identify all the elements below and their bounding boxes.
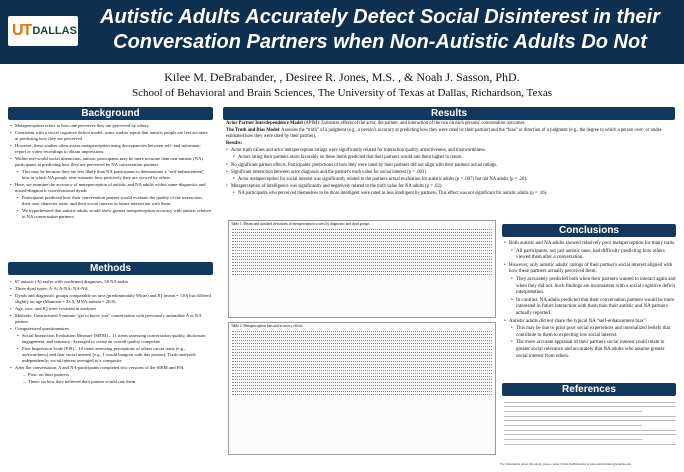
table-1: [228, 220, 496, 318]
methods-item: • First Impression Scale (FIS) – 10 items assessing perceptions of others on six traits (e.g., awkwardness) and four social interest (e.g., I would hangout with this person). Traits analyzed independently; social interest averaged to a composite.: [10, 346, 212, 364]
results-item: • No significant partner effects. Participants' predictions of how they were rated by their partners did not align with their partners actual ratings.: [226, 163, 674, 169]
methods-heading: Methods: [8, 262, 213, 275]
conclusions-item: • However, only autistic adults' ratings of their partner's social interest aligned with how these partners actually perceived them.: [504, 263, 676, 276]
methods-item: • Dyads and diagnostic groups comparable on race (predominantly White) and IQ (mean = 110) but differed slightly on age (Mautism = 23.5; MNA-autism = 20.8).: [10, 293, 212, 305]
logo-dallas-text: DALLAS: [32, 25, 77, 37]
background-section: [10, 123, 212, 221]
conclusions-item: • The more accurate appraisal of their partners social interest could relate to greater social relevance and accurately that NA adults who assume greater social interest from others.: [504, 340, 676, 360]
reference-line: [504, 437, 642, 441]
table-1-caption: Table 1. Means and standard deviations of metaperception scores by diagnostic and dyad groups: [231, 222, 370, 226]
affiliation: School of Behavioral and Brain Sciences, The University of Texas at Dallas, Richardson, Texas: [131, 87, 553, 99]
background-item: • We hypothesized that autistic adults would show greater metaperception accuracy with autistic relative to NA conversation partners.: [10, 208, 212, 220]
methods-item: • After the conversation, A and NA participants completed two versions of the SIEM and FIS.: [10, 365, 212, 371]
table-1-rows: [229, 227, 495, 275]
background-item: • Participants predicted how their conversation partner would evaluate the quality of the interaction, their own character traits, and their social interest in future interaction with them.: [10, 195, 212, 207]
contact-footnote: For information about this study, please contact Kilee DeBrabander at kilee.debrabander@utdallas.edu: [500, 462, 631, 466]
results-item: • Actor truth values and actor metaperception ratings were significantly related for interaction quality, attractiveness, and trustworthiness.: [226, 148, 674, 154]
truth-bias-text: : Assesses the “truth” of a judgment (e.g., a person's accuracy at predicting how they were rated by their partner) and the “bias” or direction of a judgment (e.g., the degree to which a person over- or under- estimated how they were rated by their partner).: [226, 128, 663, 140]
apim-text: (APIM): Estimates effects of the actor, the partner, and interaction of the two on each persons' conversation outcomes: [303, 121, 525, 126]
conclusions-item: • Autistic adults did not share the typical NA “self-enhancement bias”.: [504, 319, 676, 326]
background-heading: Background: [8, 107, 213, 120]
methods-item: • Computerized questionnaires: [10, 326, 212, 332]
table-1-row: [232, 272, 492, 275]
methods-item: • Three dyad types: A-A; A-NA; NA-NA: [10, 286, 212, 292]
reference-line: [504, 399, 676, 403]
conclusions-item: • All participants, not just autistic ones, had difficulty predicting how others viewed them after a conversation.: [504, 249, 676, 262]
background-item: • Consistent with a social cognitive deficit model, some studies report that autistic people are less accurate at predicting how they are perceived: [10, 130, 212, 142]
conclusions-heading: Conclusions: [502, 224, 676, 237]
results-heading: Results: [223, 107, 675, 120]
reference-line: [504, 413, 676, 417]
reference-line: [504, 427, 676, 431]
authors: Kilee M. DeBrabander, , Desiree R. Jones, M.S. , & Noah J. Sasson, PhD.: [164, 70, 520, 84]
table-2-caption: Table 2. Metaperception bias and accuracy effects: [231, 324, 303, 328]
methods-item: • Methods: Unstructured 5-minute “get to know you” conversation with previously unfamiliar A or NA partner.: [10, 313, 212, 325]
results-item: • Metaperception of intelligence was significantly and negatively related to the truth value for NA adults (p = .02).: [226, 184, 674, 190]
truth-bias-label: The Truth and Bias Model: [226, 128, 279, 134]
conclusions-item: • This may be due to prior poor social experiences and internalized beliefs that contribute to them to expecting low social interest.: [504, 326, 676, 339]
reference-line: [504, 422, 642, 426]
apim-paragraph: [226, 121, 674, 127]
conclusions-item: • In contrast, NA adults predicted that their conversation partners would be more interested in future interaction with them than their autistic and NA partners actually reported.: [504, 298, 676, 318]
poster-title: [100, 5, 660, 55]
apim-label: Actor Partner Interdependence Model: [226, 121, 303, 126]
methods-item: – First: on their partners: [10, 372, 212, 378]
truth-bias-paragraph: [226, 128, 674, 140]
table-2-row: [232, 392, 492, 395]
ut-dallas-logo: [8, 16, 78, 46]
methods-section: [10, 279, 212, 386]
results-item: • Actors rating their partners more favorably on these items predicted that their partners would rate them higher in return.: [226, 155, 674, 161]
reference-line: [504, 408, 642, 412]
references-list: [504, 399, 676, 446]
logo-ut-text: UT: [12, 22, 32, 39]
table-2-rows: [229, 329, 495, 395]
background-item: • Metaperception refers to how one perceives they are perceived by others.: [10, 123, 212, 129]
title-line-1: Autistic Adults Accurately Detect Social Disinterest in their: [100, 6, 660, 28]
reference-line: [504, 432, 676, 436]
background-item: • Here, we examine the accuracy of metaperception of autistic and NA adults within same-diagnostic and mixed-diagnostic conversational dyads: [10, 182, 212, 194]
reference-line: [504, 418, 676, 422]
results-item: • Actor metaperception for social interest was significantly related to the partners actual evaluation for autistic adults (p = .007) but not NA adults (p = .20).: [226, 177, 674, 183]
methods-item: • Age, race, and IQ were covaried in analyses: [10, 306, 212, 312]
conclusions-item: • They accurately predicted both when their partners wanted to interact again and when they did not. Such findings are inconsistent with a social cognitive deficit interpretation.: [504, 277, 676, 297]
results-list: [226, 148, 674, 197]
background-item: • However, these studies often assess metaperception using discrepancies between self- and informant-report or video recordings to obtain impressions: [10, 143, 212, 155]
conclusions-item: • Both autistic and NA adults showed relatively poor metaperception for many traits.: [504, 241, 676, 248]
methods-item: – Them: on how they believed their partner would rate them: [10, 379, 212, 385]
reference-line: [504, 404, 676, 408]
title-line-2: Conversation Partners when Non-Autistic Adults Do Not: [113, 31, 647, 53]
results-item: • Significant interaction between actor diagnosis and the partner's truth value for social interest (p = .003).: [226, 170, 674, 176]
reference-line: [504, 441, 676, 445]
background-item: • This may be because they are less likely than NA participants to demonstrate a “self-enhancement” bias in which NA people over-estimate how positively they are viewed by others: [10, 169, 212, 181]
methods-item: • Social Interaction Evaluation Measure (SIEM) – 11 items assessing conversation quality, disclosure, engagement, and intimacy; Averaged to create an overall quality composite: [10, 333, 212, 345]
methods-item: • 67 autistic (A) males with confirmed diagnoses, 58 NA males: [10, 279, 212, 285]
poster-banner: [0, 0, 684, 64]
results-item: • NA participants who perceived themselves to be more intelligent were rated as less intelligent by partners. This effect was not significant for autistic adults (p = .16).: [226, 191, 674, 197]
references-heading: References: [502, 383, 676, 396]
conclusions-section: [504, 241, 676, 361]
table-2: [228, 322, 496, 455]
background-item: • Within real-world social interaction, autistic participants may be more accurate than non-autistic (NA) participants at predicting how they are perceived by NA conversation partners: [10, 156, 212, 168]
results-label: Results:: [226, 141, 243, 147]
results-section: [226, 121, 674, 198]
